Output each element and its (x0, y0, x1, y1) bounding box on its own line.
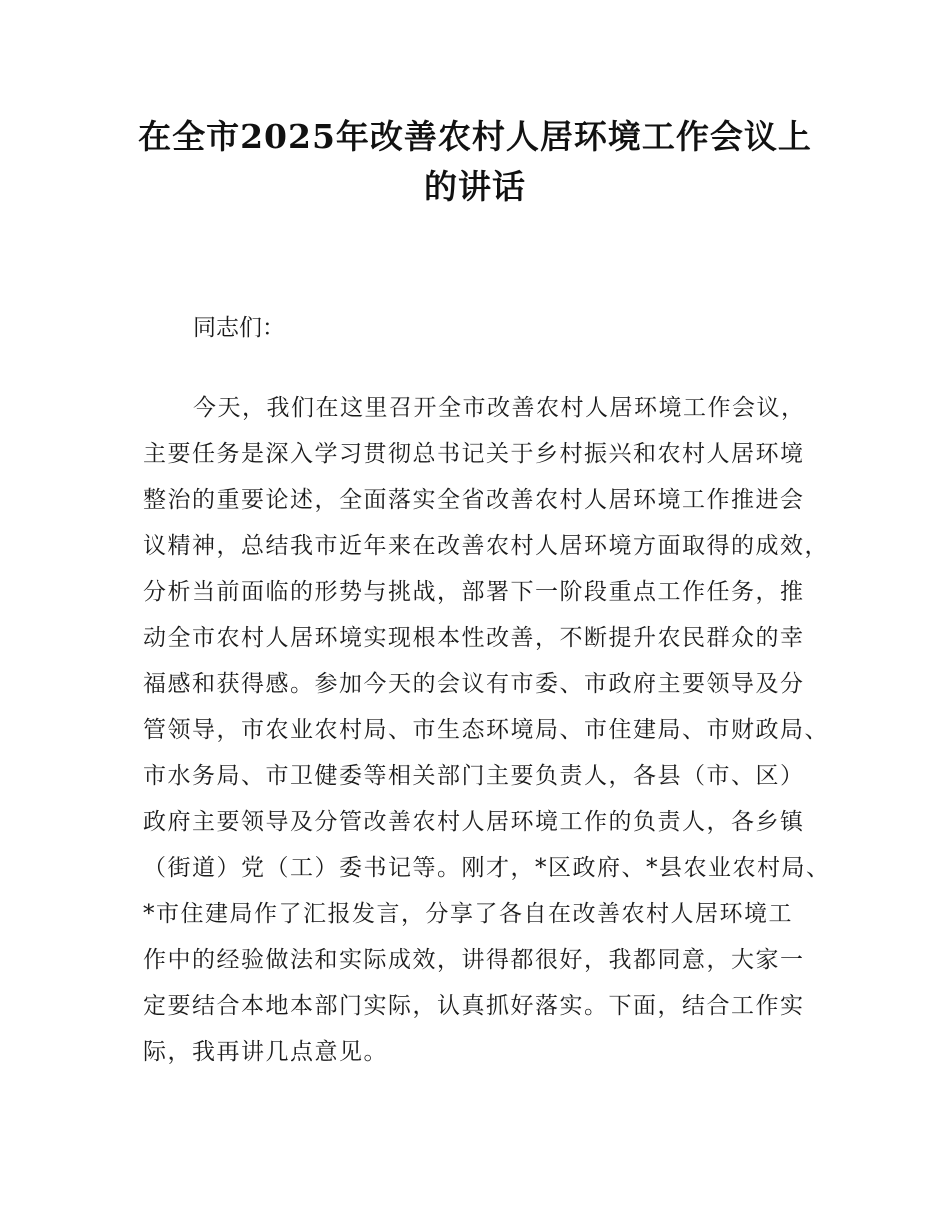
paragraph-line: 福感和获得感。参加今天的会议有市委、市政府主要领导及分 (143, 671, 805, 697)
opening-paragraph (143, 385, 843, 1075)
paragraph-line: 议精神，总结我市近年来在改善农村人居环境方面取得的成效， (143, 533, 829, 559)
title-line: 的讲话 (424, 167, 526, 206)
paragraph-line: 动全市农村人居环境实现根本性改善，不断提升农民群众的幸 (143, 625, 805, 651)
title-line: 在全市2025年改善农村人居环境工作会议上 (138, 117, 812, 156)
paragraph-line: 政府主要领导及分管改善农村人居环境工作的负责人，各乡镇 (143, 809, 805, 835)
paragraph-line: 整治的重要论述，全面落实全省改善农村人居环境工作推进会 (143, 487, 805, 513)
paragraph-line: 定要结合本地本部门实际，认真抓好落实。下面，结合工作实 (143, 993, 805, 1019)
paragraph-line: （街道）党（工）委书记等。刚才，*区政府、*县农业农村局、 (143, 855, 831, 881)
paragraph-line: 市水务局、市卫健委等相关部门主要负责人，各县（市、区） (143, 763, 805, 789)
document-title (120, 112, 830, 212)
paragraph-line: 今天，我们在这里召开全市改善农村人居环境工作会议， (193, 395, 806, 421)
paragraph-line: 作中的经验做法和实际成效，讲得都很好，我都同意，大家一 (143, 947, 805, 973)
paragraph-line: *市住建局作了汇报发言，分享了各自在改善农村人居环境工 (143, 901, 793, 927)
paragraph-line: 分析当前面临的形势与挑战，部署下一阶段重点工作任务，推 (143, 579, 805, 605)
paragraph-line: 管领导，市农业农村局、市生态环境局、市住建局、市财政局、 (143, 717, 829, 743)
salutation: 同志们： (193, 315, 285, 341)
document-body (143, 305, 843, 1075)
paragraph-line: 主要任务是深入学习贯彻总书记关于乡村振兴和农村人居环境 (143, 441, 805, 467)
paragraph-line: 际，我再讲几点意见。 (143, 1039, 388, 1065)
